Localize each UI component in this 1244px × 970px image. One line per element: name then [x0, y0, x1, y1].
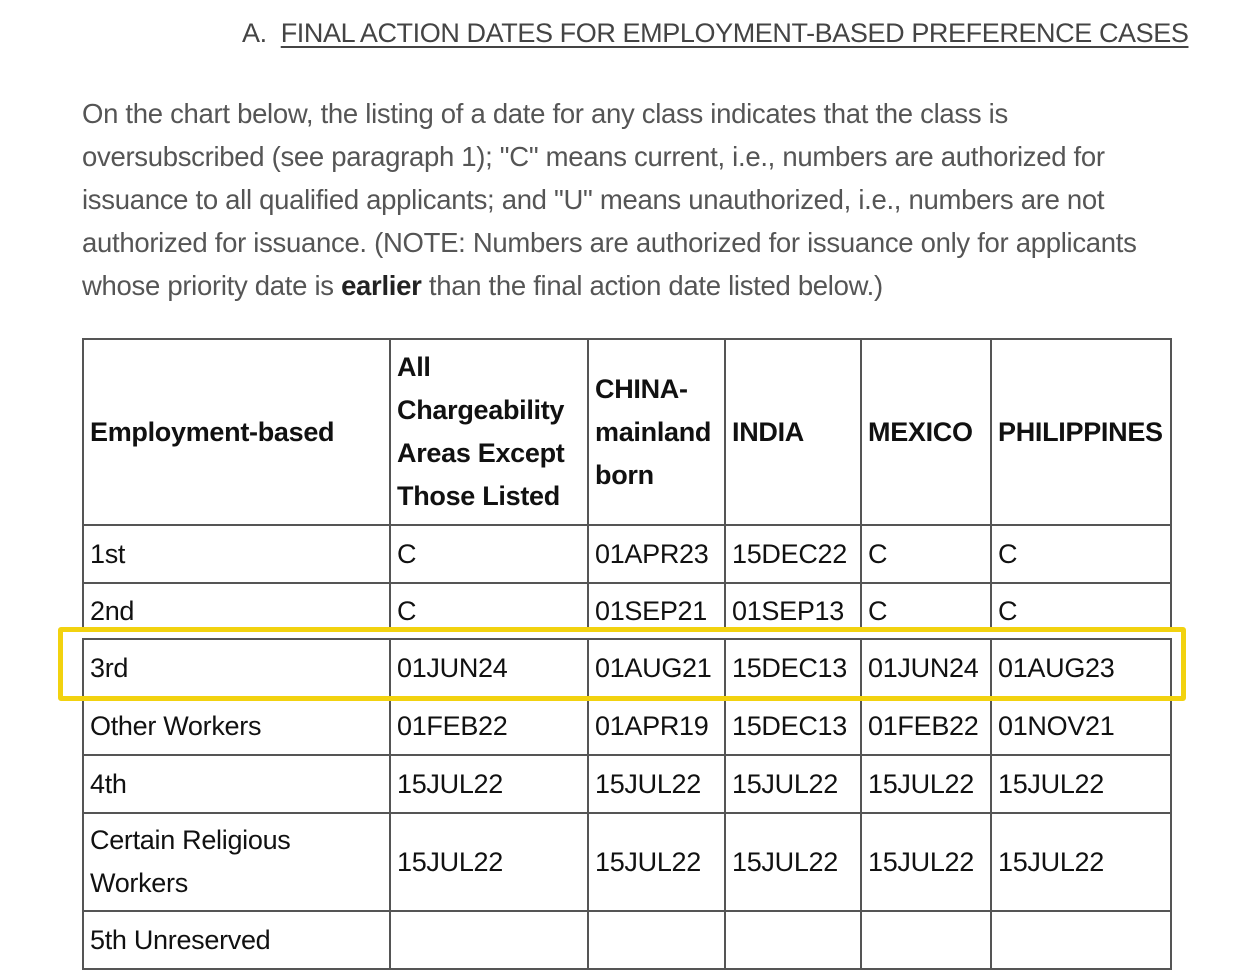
header-philippines: PHILIPPINES [991, 339, 1171, 525]
cell-all-chargeability: 15JUL22 [390, 755, 588, 813]
row-category: Certain Religious Workers [83, 813, 390, 911]
table-header-row [83, 339, 1171, 525]
cell-mexico [861, 911, 991, 969]
cell-philippines: C [991, 583, 1171, 639]
row-category: Other Workers [83, 697, 390, 755]
row-category: 3rd [83, 639, 390, 697]
cell-all-chargeability: 15JUL22 [390, 813, 588, 911]
row-overlap-mask [82, 632, 1172, 638]
table-row [83, 697, 1171, 755]
table-row [83, 911, 1171, 969]
section-title: FINAL ACTION DATES FOR EMPLOYMENT-BASED PREFERENCE CASES [280, 18, 1189, 48]
intro-text-end: than the final action date listed below.) [421, 270, 883, 301]
cell-mexico: C [861, 583, 991, 639]
cell-mexico: 15JUL22 [861, 755, 991, 813]
header-china: CHINA-mainland born [588, 339, 725, 525]
row-category: 5th Unreserved [83, 911, 390, 969]
cell-philippines: 15JUL22 [991, 755, 1171, 813]
cell-india: 15DEC22 [725, 525, 861, 583]
cell-china: 01APR23 [588, 525, 725, 583]
cell-china: 01AUG21 [588, 639, 725, 697]
header-india: INDIA [725, 339, 861, 525]
cell-mexico: C [861, 525, 991, 583]
cell-china: 01SEP21 [588, 583, 725, 639]
header-mexico: MEXICO [861, 339, 991, 525]
cell-all-chargeability: 01JUN24 [390, 639, 588, 697]
cell-all-chargeability: 01FEB22 [390, 697, 588, 755]
cell-philippines: 01AUG23 [991, 639, 1171, 697]
cell-philippines: 01NOV21 [991, 697, 1171, 755]
cell-india: 15JUL22 [725, 755, 861, 813]
cell-mexico: 15JUL22 [861, 813, 991, 911]
intro-emphasis: earlier [341, 270, 422, 301]
intro-paragraph [82, 92, 1182, 307]
section-letter: A. [242, 18, 267, 48]
table-row-highlighted [83, 639, 1171, 697]
cell-india: 15DEC13 [725, 639, 861, 697]
table-row [83, 525, 1171, 583]
section-heading [242, 18, 1189, 49]
cell-india: 15JUL22 [725, 813, 861, 911]
cell-philippines: 15JUL22 [991, 813, 1171, 911]
cell-mexico: 01JUN24 [861, 639, 991, 697]
header-employment-based: Employment-based [83, 339, 390, 525]
cell-mexico: 01FEB22 [861, 697, 991, 755]
cell-india: 01SEP13 [725, 583, 861, 639]
cell-all-chargeability: C [390, 583, 588, 639]
cell-all-chargeability [390, 911, 588, 969]
cell-china: 01APR19 [588, 697, 725, 755]
intro-text: On the chart below, the listing of a date for any class indicates that the class is oversubscribed (see paragraph 1); "C" means current, i.e., numbers are authorized for issuance to all qualified applicants; and "U" means unauthorized, i.e., numbers are not authorized for issuance. (NOTE: Numbers are authorized for issuance only for applicants whose priority date is [82, 98, 1137, 301]
cell-china [588, 911, 725, 969]
cell-india: 15DEC13 [725, 697, 861, 755]
header-all-chargeability: All Chargeability Areas Except Those Listed [390, 339, 588, 525]
row-category: 4th [83, 755, 390, 813]
cell-all-chargeability: C [390, 525, 588, 583]
cell-china: 15JUL22 [588, 755, 725, 813]
table-row [83, 813, 1171, 911]
cell-india [725, 911, 861, 969]
cell-philippines [991, 911, 1171, 969]
final-action-dates-table [82, 338, 1172, 970]
table-row [83, 755, 1171, 813]
cell-china: 15JUL22 [588, 813, 725, 911]
table-row [83, 583, 1171, 639]
row-category: 1st [83, 525, 390, 583]
cell-philippines: C [991, 525, 1171, 583]
row-category: 2nd [83, 583, 390, 639]
